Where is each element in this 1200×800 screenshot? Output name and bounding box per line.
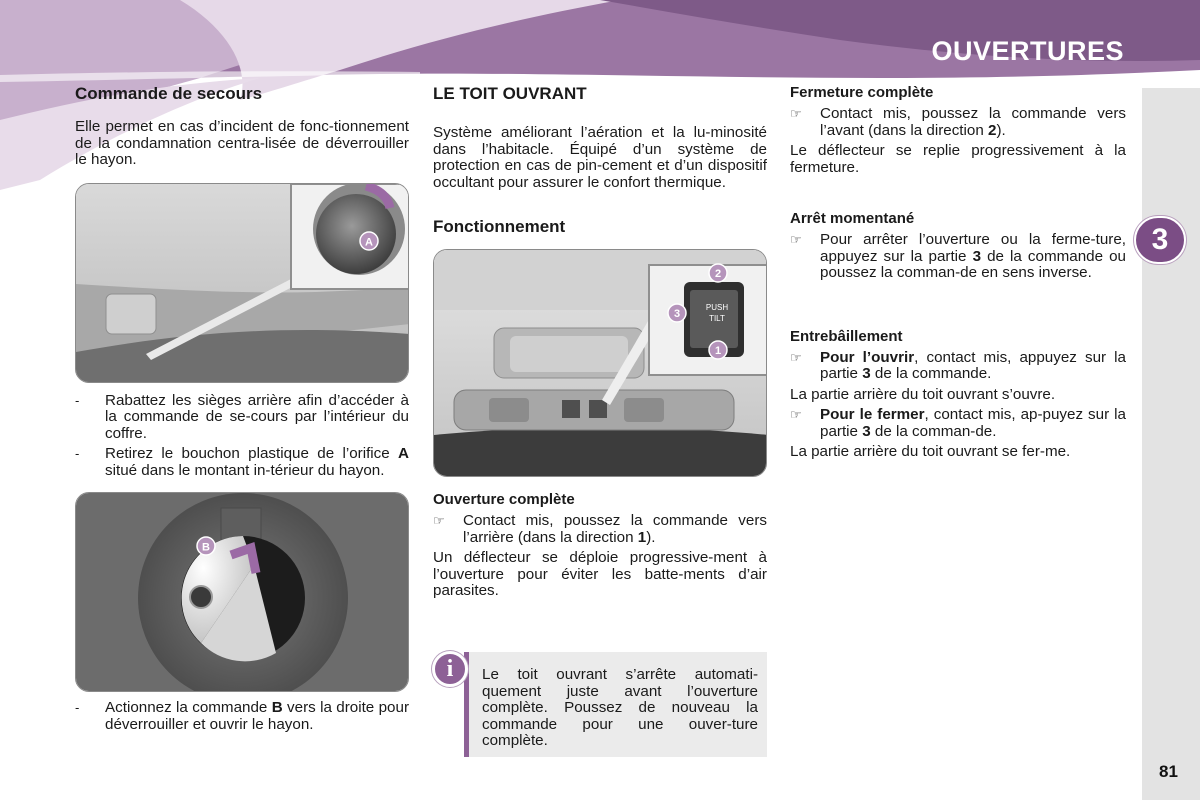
- entre-close-instruction: ☞ Pour le fermer, contact mis, ap-puyez sur la partie 3 de la comman-de.: [790, 406, 1126, 440]
- column-sunroof: [433, 84, 767, 600]
- sunroof-control-illustration: [434, 250, 767, 477]
- page-number: 81: [1159, 762, 1178, 781]
- info-text: Le toit ouvrant s’arrête automati-quement juste avant l’ouverture complète. Poussez de nouveau la commande pour une ouver-ture complète.: [482, 666, 758, 749]
- entre-paragraph-1: La partie arrière du toit ouvrant s’ouvre.: [790, 385, 1056, 403]
- step-remove-plug: - Retirez le bouchon plastique de l’orifice A situé dans le montant in-térieur du hayon.: [75, 445, 409, 479]
- heading-ouverture-complete: Ouverture complète: [433, 491, 575, 508]
- side-strip: [1142, 88, 1200, 800]
- chapter-badge[interactable]: 3: [1134, 216, 1186, 264]
- label-a: A: [365, 236, 373, 248]
- column-sunroof-operations: [790, 84, 1126, 461]
- heading-fermeture-complete: Fermeture complète: [790, 84, 934, 101]
- fermeture-instruction: ☞ Contact mis, poussez la commande vers l’avant (dans la direction 2).: [790, 105, 1126, 139]
- label-3: 3: [673, 308, 681, 320]
- arret-instruction: ☞ Pour arrêter l’ouverture ou la ferme-ture, appuyez sur la partie 3 de la commande ou poussez la comman-de en sens inverse.: [790, 231, 1126, 281]
- step-fold-seats: - Rabattez les sièges arrière afin d’accéder à la commande de se-cours par l’intérieur du coffre.: [75, 391, 409, 442]
- release-control-illustration: [76, 493, 409, 692]
- label-2: 2: [714, 268, 722, 280]
- pointing-hand-icon: ☞: [790, 232, 802, 247]
- pointing-hand-icon: ☞: [433, 513, 445, 528]
- label-tilt: TILT: [709, 314, 725, 323]
- ouverture-instruction: ☞ Contact mis, poussez la commande vers l’arrière (dans la direction 1).: [433, 512, 767, 546]
- intro-paragraph: Elle permet en cas d’incident de fonc-tionnement de la condamnation centra-lisée de déverrouiller le hayon.: [75, 118, 409, 168]
- section-title: OUVERTURES: [931, 36, 1124, 66]
- fermeture-paragraph: Le déflecteur se replie progressivement à la fermeture.: [790, 142, 1126, 176]
- label-b: B: [202, 541, 210, 554]
- info-icon: i: [432, 651, 468, 687]
- pointing-hand-icon: ☞: [790, 106, 802, 121]
- step-operate-control: - Actionnez la commande B vers la droite pour déverrouiller et ouvrir le hayon.: [75, 699, 410, 733]
- heading-arret-momentane: Arrêt momentané: [790, 210, 915, 227]
- sunroof-intro: Système améliorant l’aération et la lu-minosité dans l’habitacle. Équipé d’un système de protection en cas de pin-cement et d’un dispositif occultant pour assurer le confort thermique.: [433, 124, 767, 191]
- column-emergency-control: [75, 84, 409, 733]
- ouverture-paragraph: Un déflecteur se déploie progressive-ment à l’ouverture pour éviter les batte-ments d’air parasites.: [433, 549, 767, 599]
- label-1: 1: [714, 345, 722, 357]
- figure-sunroof-control: [433, 249, 767, 477]
- heading-entrebaillement: Entrebâillement: [790, 327, 903, 345]
- entre-open-instruction: ☞ Pour l’ouvrir, contact mis, appuyez sur la partie 3 de la commande.: [790, 348, 1126, 382]
- figure-release-control: [75, 492, 409, 692]
- entre-paragraph-2: La partie arrière du toit ouvrant se fer-me.: [790, 443, 1071, 460]
- figure-tailgate-orifice: [75, 183, 409, 383]
- heading-toit-ouvrant: LE TOIT OUVRANT: [433, 84, 587, 103]
- pointing-hand-icon: ☞: [790, 349, 802, 365]
- label-push: PUSH: [705, 303, 729, 312]
- heading-fonctionnement: Fonctionnement: [433, 217, 566, 236]
- tailgate-illustration: [76, 184, 409, 383]
- heading-commande-de-secours: Commande de secours: [75, 84, 263, 103]
- pointing-hand-icon: ☞: [790, 407, 802, 422]
